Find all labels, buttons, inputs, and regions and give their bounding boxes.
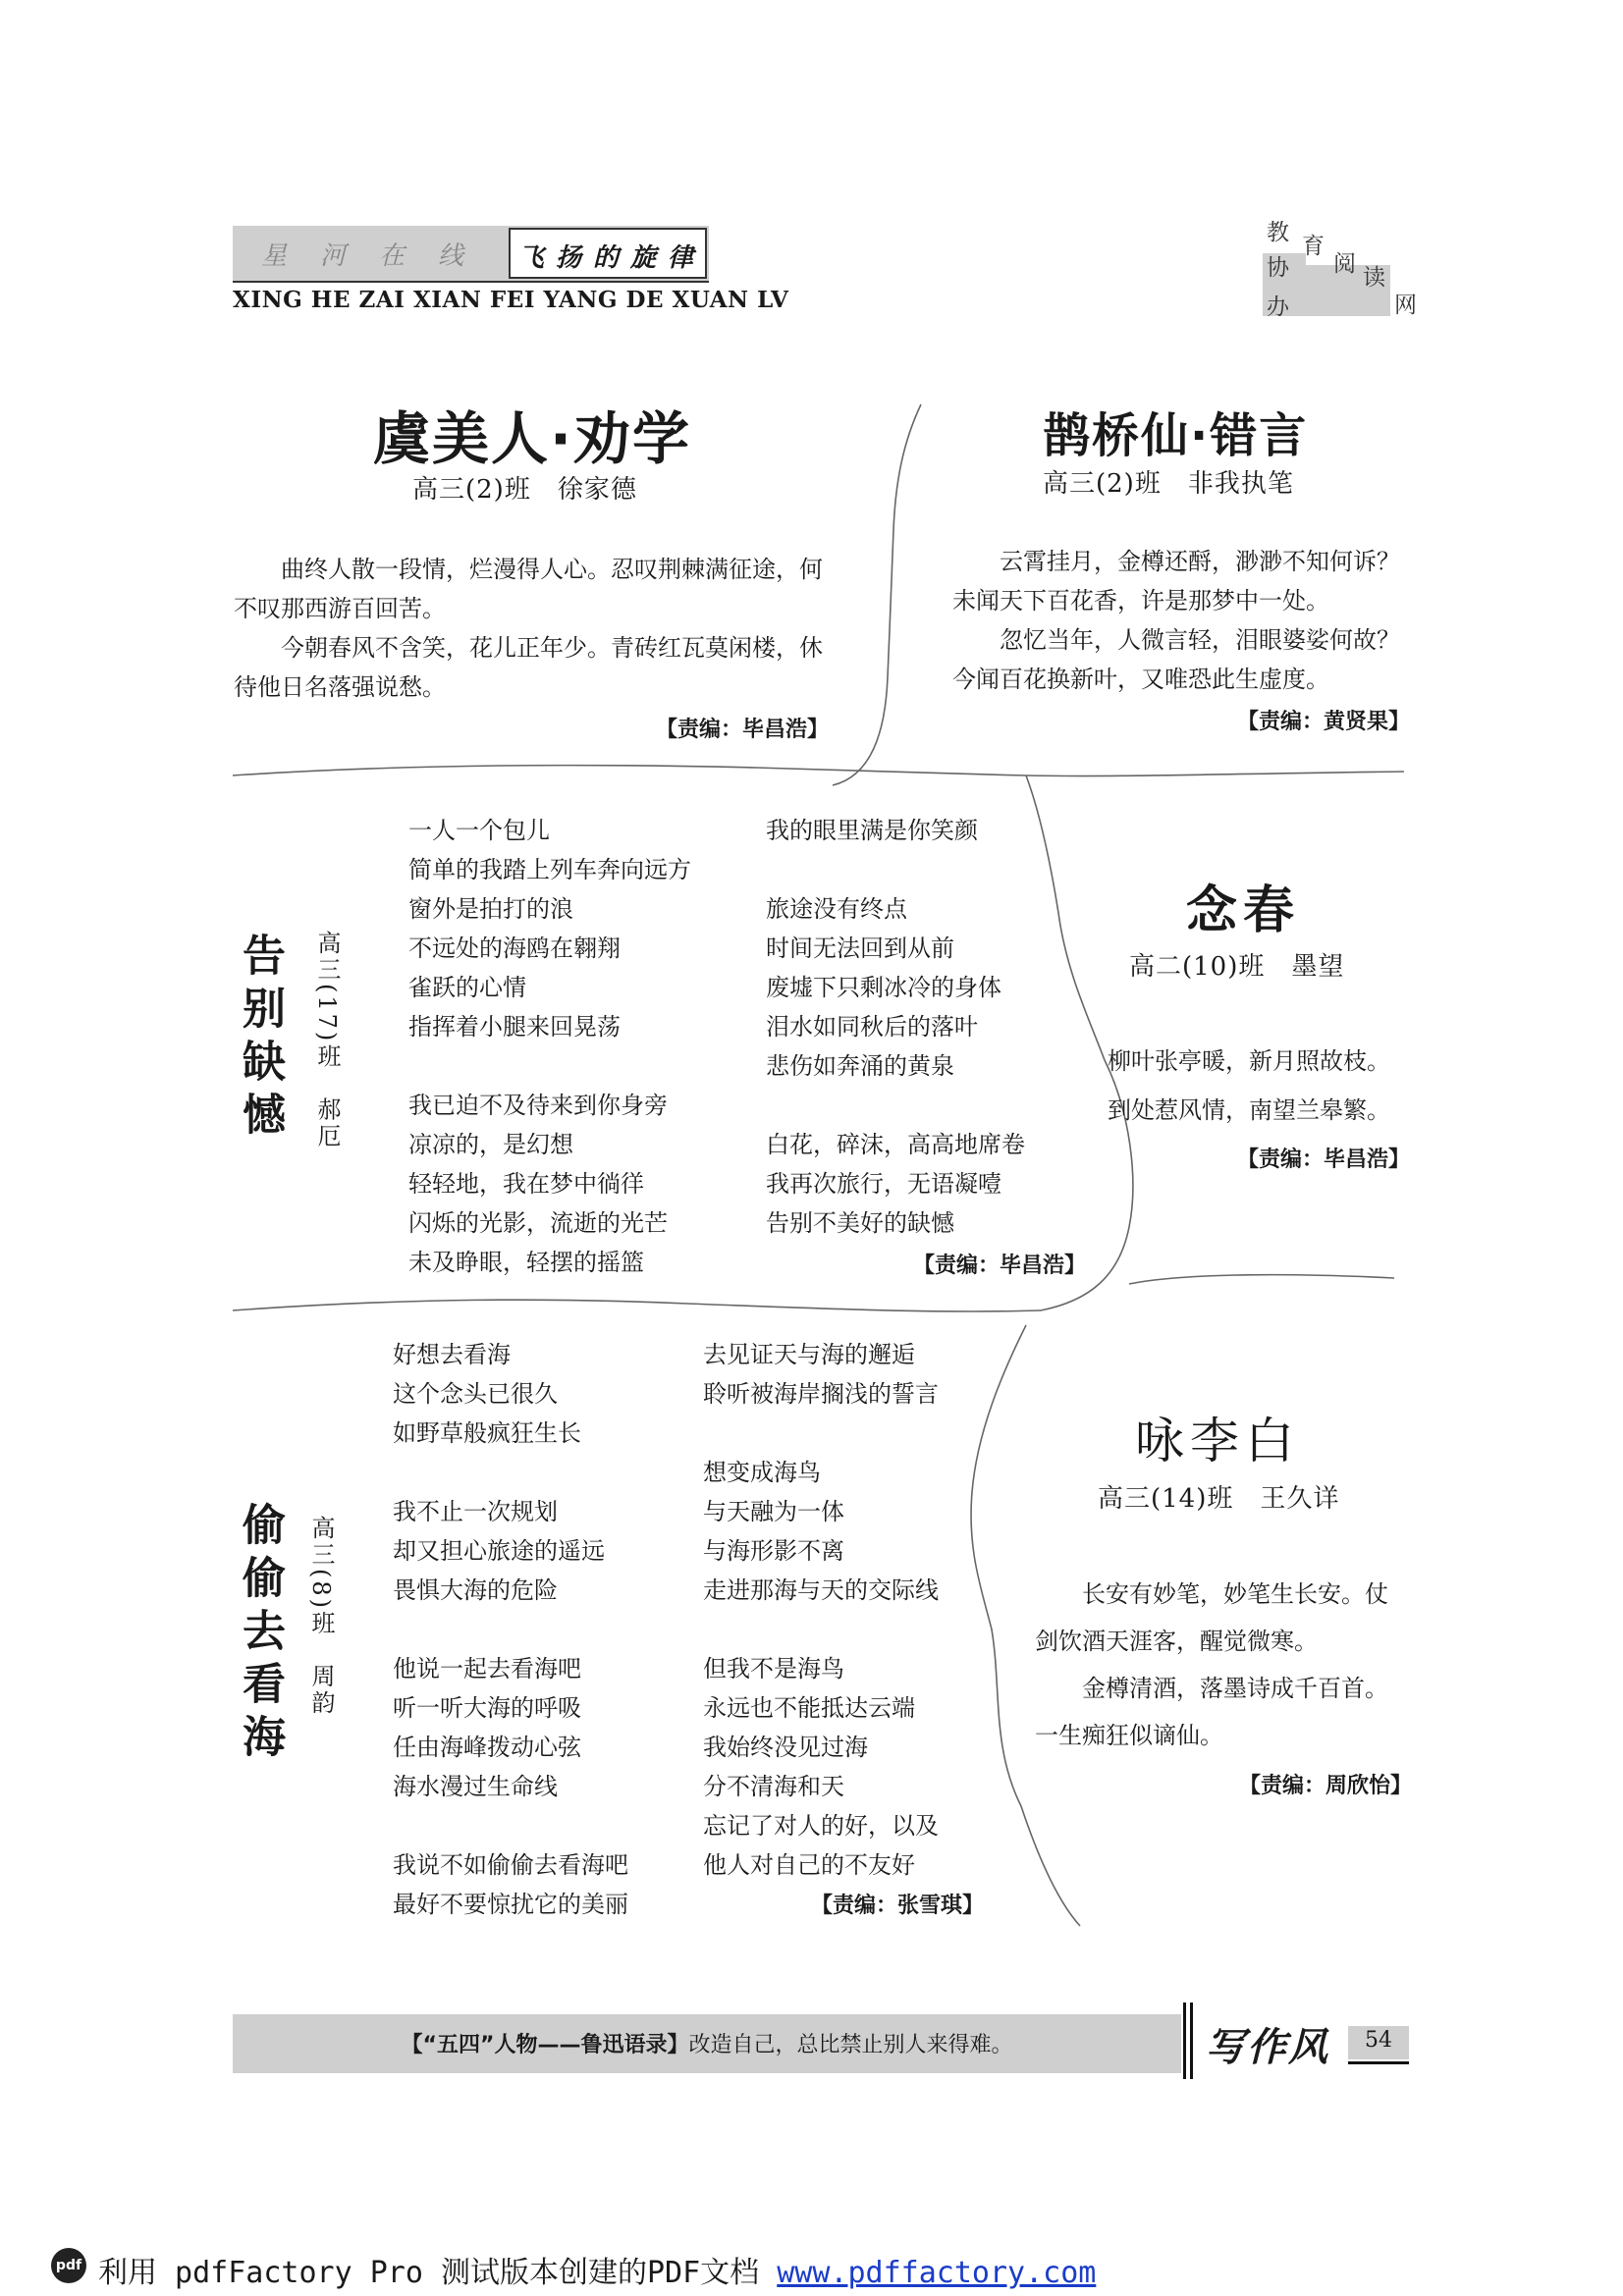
page-number: 54 [1365,2028,1392,2053]
divider-mid-horizontal [233,1300,1041,1311]
poem-line: 柳叶张亭暖，新月照故枝。 [1108,1047,1390,1075]
poem-column: 我的眼里满是你笑颜 旅途没有终点 时间无法回到从前 废墟下只剩冰冷的身体 泪水如同秋后的落叶 悲伤如奔涌的黄泉 白花，碎沫，高高地席卷 我再次旅行，无语凝噎 告别不美好的缺憾 [766,817,1025,1237]
article-byline: 高三(14)班 王久详 [1098,1484,1340,1514]
article-byline: 高三(8)班 周韵 [307,1516,335,1717]
editor-credit: 【责编：黄贤果】 [1237,710,1411,734]
footer-brand: 写作风 [1206,2024,1329,2070]
logo-char: 协 [1267,255,1289,281]
poem-column: 去见证天与海的邂逅 聆听被海岸搁浅的誓言 想变成海鸟 与天融为一体 与海形影不离 走进那海与天的交际线 但我不是海鸟 永远也不能抵达云端 我始终没见过海 分不清海和天 忘记了对人的好，以及 他人对自己的不友好 [703,1341,939,1879]
editor-credit: 【责编：毕昌浩】 [656,718,830,742]
poem-column: 一人一个包儿 简单的我踏上列车奔向远方 窗外是拍打的浪 不远处的海鸥在翱翔 雀跃的心情 指挥着小腿来回晃荡 我已迫不及待来到你身旁 凉凉的，是幻想 轻轻地，我在梦中徜徉 闪烁的光影，流逝的光芒 未及睁眼，轻摆的摇篮 [408,817,691,1276]
editor-credit: 【责编：毕昌浩】 [1237,1148,1411,1172]
divider-top-vertical [833,404,921,785]
divider-right-horizontal [1129,1275,1394,1284]
footer-separator [1190,2002,1193,2079]
footer-quote-label: 【“五四”人物——鲁迅语录】 [401,2033,689,2057]
article-title: 告别缺憾 [235,933,285,1145]
article-paragraph: 云霄挂月，金樽还酹，渺渺不知何诉？未闻天下百花香，许是那梦中一处。 [952,548,1400,614]
article-title: 虞美人·劝学 [373,405,692,472]
pdffactory-logo-icon: pdf [51,2248,86,2283]
article-paragraph: 今朝春风不含笑，花儿正年少。青砖红瓦莫闲楼，休待他日名落强说愁。 [234,634,823,701]
article-body [952,542,1404,699]
article-paragraph: 忽忆当年，人微言轻，泪眼婆娑何故？今闻百花换新叶，又唯恐此生虚度。 [952,626,1400,693]
logo-char: 网 [1394,293,1417,318]
logo-char: 读 [1363,265,1385,291]
poem-column: 好想去看海 这个念头已很久 如野草般疯狂生长 我不止一次规划 却又担心旅途的遥远 畏惧大海的危险 他说一起去看海吧 听一听大海的呼吸 任由海峰拨动心弦 海水漫过生命线 我说不如偷偷去看海吧 最好不要惊扰它的美丽 [393,1341,628,1918]
watermark-caption: 利用 pdfFactory Pro 测试版本创建的PDF文档 [98,2256,778,2290]
article-title: 咏李白 [1135,1413,1300,1469]
logo-char: 教 [1267,220,1289,245]
article-byline: 高二(10)班 墨望 [1129,952,1345,982]
logo-char: 阅 [1333,251,1356,277]
footer-quote [236,2028,1178,2058]
editor-credit: 【责编：周欣怡】 [1239,1774,1413,1798]
footer-quote-text: 改造自己，总比禁止别人来得难。 [688,2033,1013,2057]
article-title: 鹊桥仙·错言 [1043,408,1309,463]
article-byline: 高三(2)班 非我执笔 [1043,469,1294,499]
page-number-rule [1348,2061,1409,2064]
article-paragraph: 长安有妙笔，妙笔生长安。仗剑饮酒天涯客，醒觉微寒。 [1035,1580,1388,1655]
article-byline: 高三(2)班 徐家德 [412,475,637,505]
watermark-text [98,2248,1096,2291]
article-body [234,550,835,707]
logo-char: 办 [1267,294,1289,320]
article-title: 偷偷去看海 [235,1502,285,1767]
editor-credit: 【责编：毕昌浩】 [913,1254,1087,1278]
editor-credit: 【责编：张雪琪】 [811,1894,985,1918]
divider-top-horizontal [233,766,1404,776]
footer-separator [1183,2002,1186,2079]
article-title: 念春 [1186,881,1301,940]
logo-char: 育 [1302,234,1325,259]
header-column-right: 飞扬的旋律 [518,243,706,273]
header-column-left: 星河在线 [261,241,498,271]
header-pinyin: XING HE ZAI XIAN FEI YANG DE XUAN LV [233,287,789,313]
watermark-link[interactable]: www.pdffactory.com [777,2256,1097,2290]
article-paragraph: 金樽清酒，落墨诗成千百首。一生痴狂似谪仙。 [1035,1675,1388,1749]
article-body [1035,1571,1408,1759]
article-paragraph: 曲终人散一段情，烂漫得人心。忍叹荆棘满征途，何不叹那西游百回苦。 [234,556,823,622]
poem-body [1108,1037,1390,1135]
poem-line: 到处惹风情，南望兰皋繁。 [1108,1096,1390,1124]
article-byline: 高三(17)班 郝厄 [313,931,341,1150]
